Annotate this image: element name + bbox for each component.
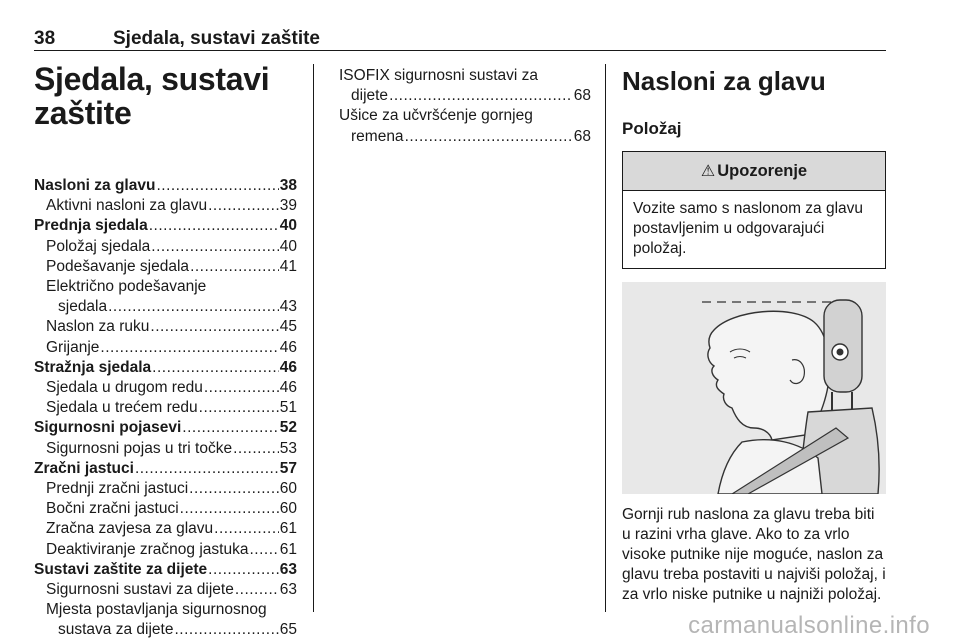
- toc-entry[interactable]: Deaktiviranje zračnog jastuka ..... 61: [34, 540, 297, 560]
- toc-entry[interactable]: Podešavanje sjedala ..... 41: [34, 257, 297, 277]
- toc-entry[interactable]: dijete ..... 68: [339, 86, 591, 106]
- toc-entry[interactable]: Naslon za ruku ..... 45: [34, 317, 297, 337]
- toc-entry[interactable]: Prednji zračni jastuci ..... 60: [34, 479, 297, 499]
- toc-entry[interactable]: sjedala ..... 43: [34, 297, 297, 317]
- toc-column: [34, 62, 297, 641]
- running-title: Sjedala, sustavi zaštite: [113, 28, 320, 49]
- toc-entry[interactable]: Prednja sjedala ..... 40: [34, 216, 297, 236]
- toc-entry[interactable]: Sjedala u trećem redu ..... 51: [34, 398, 297, 418]
- column-divider: [605, 64, 606, 612]
- toc-entry-line[interactable]: ISOFIX sigurnosni sustavi za: [339, 67, 538, 84]
- toc-entry[interactable]: Grijanje ..... 46: [34, 338, 297, 358]
- warning-title: Upozorenje: [717, 162, 808, 180]
- toc-entry-line[interactable]: Ušice za učvršćenje gornjeg: [339, 107, 533, 125]
- toc-entry[interactable]: Stražnja sjedala ..... 46: [34, 358, 297, 378]
- warning-header: [623, 152, 885, 191]
- content-column: [622, 66, 886, 606]
- toc-entry[interactable]: Sigurnosni sustavi za dijete ..... 63: [34, 580, 297, 600]
- column-divider: [313, 64, 314, 612]
- body-paragraph: Gornji rub naslona za glavu treba biti u razini vrha glave. Ako to za vrlo visoke putnike nije moguće, naslon za glavu treba postaviti u najviši položaj, i za vrlo niske putnike u najniži položaj.: [622, 505, 886, 604]
- warning-triangle-icon: ⚠: [700, 163, 716, 180]
- toc-entry[interactable]: Sigurnosni pojas u tri točke ..... 53: [34, 439, 297, 459]
- page-number: 38: [34, 28, 56, 49]
- watermark: carmanualsonline.info: [688, 612, 930, 639]
- toc-entry[interactable]: remena ..... 68: [339, 127, 591, 147]
- page-header: [34, 24, 886, 51]
- toc-entry[interactable]: Bočni zračni jastuci ..... 60: [34, 499, 297, 519]
- toc-entry[interactable]: Aktivni nasloni za glavu ..... 39: [34, 196, 297, 216]
- toc-entry[interactable]: sustava za dijete ..... 65: [34, 620, 297, 640]
- toc-entry[interactable]: Sjedala u drugom redu ..... 46: [34, 378, 297, 398]
- toc-entry-line[interactable]: Mjesta postavljanja sigurnosnog: [46, 601, 267, 619]
- toc-entry[interactable]: Sigurnosni pojasevi ..... 52: [34, 418, 297, 438]
- toc-entry[interactable]: Zračni jastuci ..... 57: [34, 459, 297, 479]
- toc-entry[interactable]: Zračna zavjesa za glavu ..... 61: [34, 519, 297, 539]
- warning-box: [622, 151, 886, 269]
- toc-entry[interactable]: Nasloni za glavu ..... 38: [34, 176, 297, 196]
- chapter-title: Sjedala, sustavi zaštite: [34, 61, 270, 131]
- section-title: Nasloni za glavu: [622, 66, 826, 96]
- headrest-position-drawing: [622, 282, 886, 494]
- toc-column-continued: [339, 66, 591, 147]
- toc-entry[interactable]: Položaj sjedala ..... 40: [34, 237, 297, 257]
- toc-entry-line[interactable]: Električno podešavanje: [46, 278, 207, 296]
- warning-text: Vozite samo s naslonom za glavu postavljenim u odgovarajući položaj.: [633, 200, 864, 258]
- toc-entry[interactable]: Sustavi zaštite za dijete ..... 63: [34, 560, 297, 580]
- subsection-title: Položaj: [622, 119, 682, 138]
- headrest-illustration: [622, 282, 886, 494]
